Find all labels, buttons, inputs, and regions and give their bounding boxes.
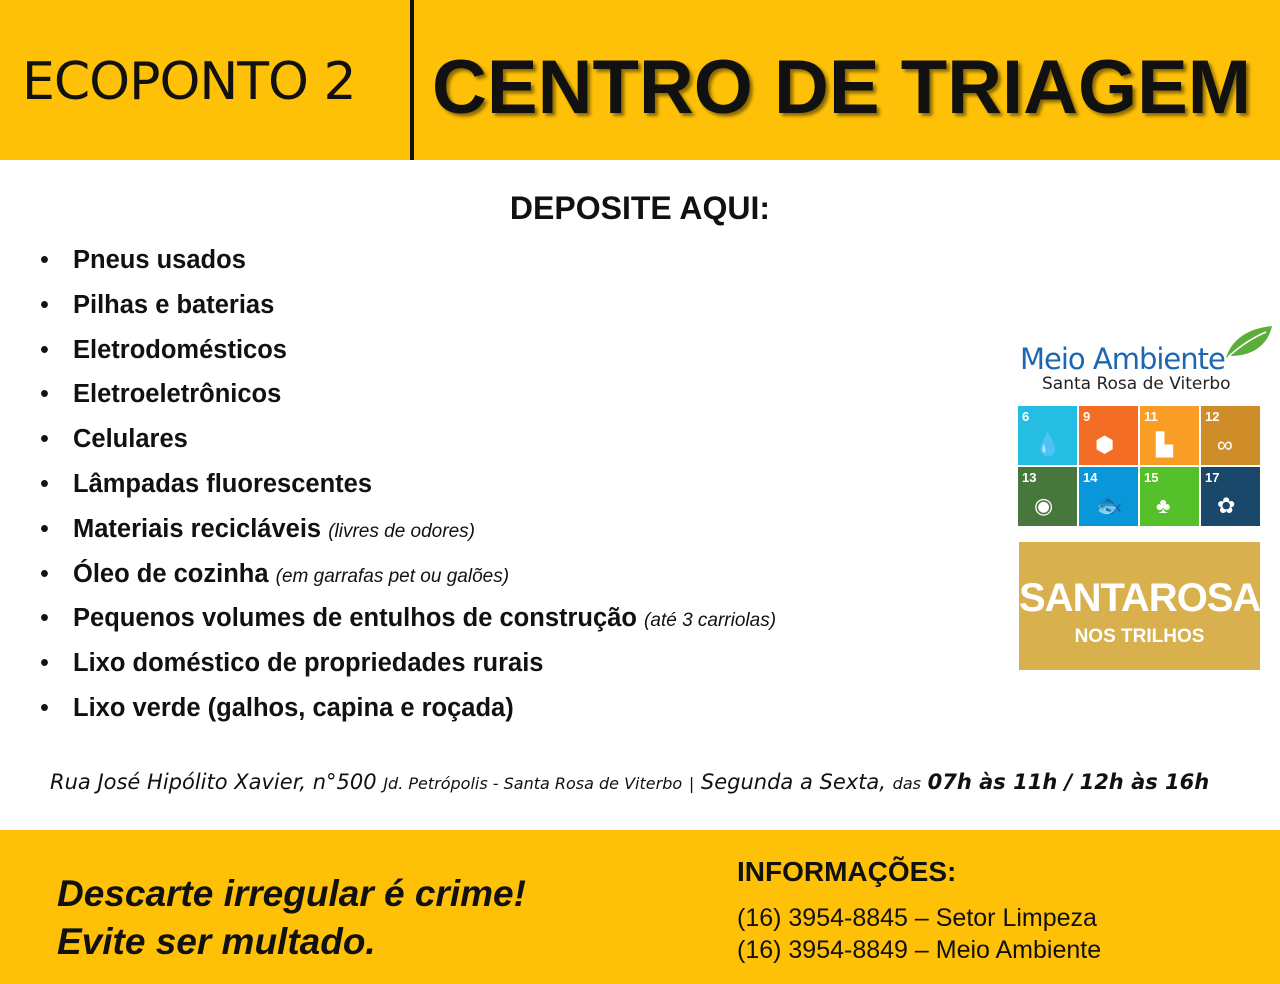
santa-rosa-line2: NOS TRILHOS bbox=[1074, 626, 1205, 647]
bullet-icon: • bbox=[40, 380, 49, 409]
list-item bbox=[40, 374, 776, 419]
crime-line-2: Evite ser multado. bbox=[57, 921, 376, 962]
list-item bbox=[40, 688, 776, 733]
item-label: Lixo doméstico de propriedades rurais bbox=[73, 649, 544, 678]
sdg-tile bbox=[1201, 406, 1260, 465]
logo-name: Meio Ambiente bbox=[1020, 342, 1225, 376]
header-banner bbox=[0, 0, 1280, 160]
address-separator: | bbox=[688, 774, 695, 793]
list-item bbox=[40, 330, 776, 375]
santa-rosa-line1: SANTAROSA bbox=[1019, 576, 1261, 620]
list-item bbox=[40, 554, 776, 599]
footer-banner bbox=[0, 830, 1280, 984]
address-street: Rua José Hipólito Xavier, n°500 bbox=[50, 770, 377, 794]
list-item bbox=[40, 285, 776, 330]
logo-city: Santa Rosa de Viterbo bbox=[1042, 374, 1231, 394]
sdg-number: 13 bbox=[1022, 470, 1037, 485]
opening-hours: 07h às 11h / 12h às 16h bbox=[927, 770, 1210, 794]
ecoponto-title: ECOPONTO 2 bbox=[22, 52, 356, 112]
list-item bbox=[40, 509, 776, 554]
sdg-tile bbox=[1140, 406, 1199, 465]
address-district: Jd. Petrópolis - Santa Rosa de Viterbo bbox=[383, 774, 683, 793]
bullet-icon: • bbox=[40, 290, 49, 319]
sdg-number: 12 bbox=[1205, 409, 1220, 424]
meio-ambiente-logo bbox=[1020, 324, 1260, 396]
item-note: (em garrafas pet ou galões) bbox=[275, 565, 510, 587]
infinity-icon: ∞ bbox=[1217, 432, 1233, 457]
sdg-number: 17 bbox=[1205, 470, 1220, 485]
sdg-tile bbox=[1140, 467, 1199, 526]
fish-icon: 🐟 bbox=[1095, 493, 1123, 518]
bullet-icon: • bbox=[40, 425, 49, 454]
sdg-number: 11 bbox=[1144, 409, 1158, 424]
sdg-tile bbox=[1201, 467, 1260, 526]
bullet-icon: • bbox=[40, 693, 49, 722]
item-label: Lâmpadas fluorescentes bbox=[73, 469, 373, 498]
item-label: Lixo verde (galhos, capina e roçada) bbox=[73, 693, 514, 722]
sdg-tile bbox=[1079, 467, 1138, 526]
item-label: Celulares bbox=[73, 425, 188, 454]
crime-warning bbox=[57, 870, 526, 966]
bullet-icon: • bbox=[40, 246, 49, 274]
bullet-icon: • bbox=[40, 335, 49, 364]
deposit-title: DEPOSITE AQUI: bbox=[509, 190, 771, 226]
item-note: (até 3 carriolas) bbox=[644, 610, 777, 632]
bullet-icon: • bbox=[40, 514, 49, 543]
list-item bbox=[40, 419, 776, 464]
centro-triagem-title: CENTRO DE TRIAGEM bbox=[432, 45, 1252, 130]
buildings-icon: ▙ bbox=[1156, 432, 1173, 457]
water-drop-icon: 💧 bbox=[1034, 432, 1062, 457]
bullet-icon: • bbox=[40, 559, 49, 588]
item-label: Eletrodomésticos bbox=[73, 335, 287, 364]
phone-meio-ambiente: (16) 3954-8849 – Meio Ambiente bbox=[737, 936, 1102, 964]
bullet-icon: • bbox=[40, 649, 49, 678]
item-label: Eletroeletrônicos bbox=[73, 380, 282, 409]
contact-info bbox=[737, 856, 1101, 966]
sdg-goals-grid bbox=[1018, 406, 1260, 526]
item-label: Pilhas e baterias bbox=[73, 290, 275, 319]
info-title: INFORMAÇÕES: bbox=[737, 856, 957, 887]
opening-das: das bbox=[892, 774, 921, 793]
item-label: Óleo de cozinha bbox=[73, 559, 269, 588]
sdg-tile bbox=[1018, 467, 1077, 526]
sdg-number: 14 bbox=[1083, 470, 1098, 485]
flower-ring-icon: ✿ bbox=[1217, 493, 1236, 518]
phone-limpeza: (16) 3954-8845 – Setor Limpeza bbox=[737, 904, 1097, 932]
eye-globe-icon: ◉ bbox=[1034, 493, 1054, 518]
list-item bbox=[40, 240, 776, 285]
list-item bbox=[40, 598, 776, 643]
cubes-icon: ⬢ bbox=[1095, 432, 1115, 457]
deposit-list bbox=[40, 240, 776, 733]
sdg-tile bbox=[1079, 406, 1138, 465]
address-line bbox=[50, 770, 1209, 794]
santa-rosa-logo bbox=[1019, 542, 1260, 670]
tree-icon: ♣ bbox=[1156, 493, 1171, 518]
crime-line-1: Descarte irregular é crime! bbox=[57, 873, 526, 914]
list-item bbox=[40, 643, 776, 688]
leaf-icon bbox=[1220, 324, 1276, 360]
bullet-icon: • bbox=[40, 604, 49, 633]
item-note: (livres de odores) bbox=[328, 520, 475, 542]
item-label: Materiais recicláveis bbox=[73, 514, 322, 543]
bullet-icon: • bbox=[40, 469, 49, 498]
sdg-number: 6 bbox=[1022, 409, 1030, 424]
opening-days: Segunda a Sexta, bbox=[700, 770, 886, 794]
sdg-number: 15 bbox=[1144, 470, 1159, 485]
item-label: Pneus usados bbox=[73, 246, 246, 274]
list-item bbox=[40, 464, 776, 509]
sdg-tile bbox=[1018, 406, 1077, 465]
header-divider bbox=[410, 0, 414, 160]
item-label: Pequenos volumes de entulhos de construção bbox=[73, 604, 637, 633]
sdg-number: 9 bbox=[1083, 409, 1091, 424]
